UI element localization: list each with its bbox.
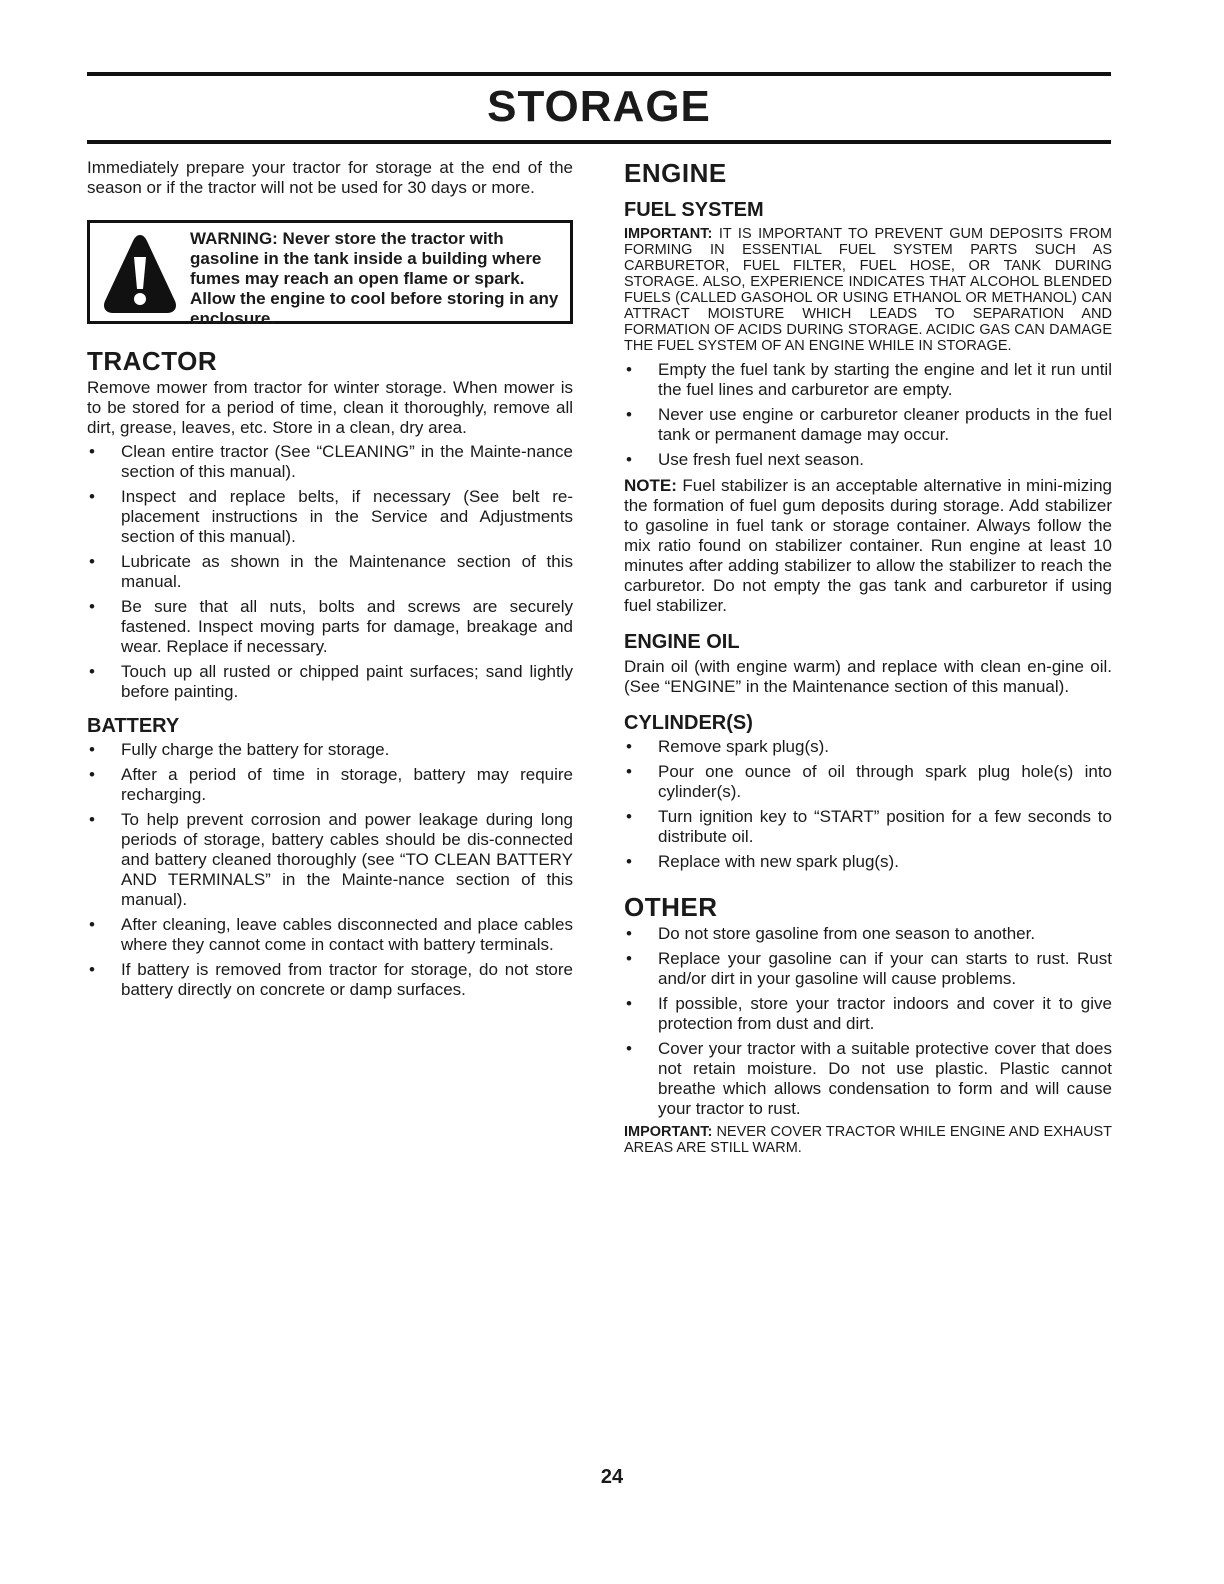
header-rule-bottom xyxy=(87,140,1111,144)
header-rule-top xyxy=(87,72,1111,76)
list-item: • Be sure that all nuts, bolts and screws are securely fastened. Inspect moving parts for damage, breakage and wear. Replace if necessary. xyxy=(89,597,573,656)
list-item: • To help prevent corrosion and power leakage during long periods of storage, battery cables should be dis-connected and battery cleaned thoroughly (see “TO CLEAN BATTERY AND TERMINALS” in the Mainte-nance section of this manual). xyxy=(89,810,573,909)
subheading-engine-oil: ENGINE OIL xyxy=(624,631,740,653)
list-item: • Touch up all rusted or chipped paint surfaces; sand lightly before painting. xyxy=(89,662,573,701)
list-item: • After a period of time in storage, battery may require recharging. xyxy=(89,765,573,804)
other-list xyxy=(624,924,1112,1119)
fuel-stabilizer-note: NOTE: Fuel stabilizer is an acceptable alternative in mini-mizing the formation of fuel gum deposits during storage. Add stabilizer to gasoline in fuel tank or storage container. Always follow the mix ratio found on stabilizer container. Run engine at least 10 minutes after adding stabilizer to allow the stabilizer to reach the carburetor. Do not empty the gas tank and carburetor if using fuel stabilizer. xyxy=(624,476,1112,615)
list-item: • Clean entire tractor (See “CLEANING” in the Mainte-nance section of this manual). xyxy=(89,442,573,481)
list-item: • Remove spark plug(s). xyxy=(626,737,830,756)
subheading-cylinders: CYLINDER(S) xyxy=(624,712,753,734)
list-item: • If battery is removed from tractor for storage, do not store battery directly on concrete or damp surfaces. xyxy=(89,960,573,999)
warning-box xyxy=(87,220,573,328)
subheading-fuel-system: FUEL SYSTEM xyxy=(624,199,764,221)
intro-paragraph: Immediately prepare your tractor for storage at the end of the season or if the tractor will not be used for 30 days or more. xyxy=(87,158,573,197)
cylinders-list xyxy=(624,737,1112,872)
fuel-system-list xyxy=(624,360,1112,470)
section-heading-tractor: TRACTOR xyxy=(87,346,218,376)
warning-triangle-icon xyxy=(102,233,178,315)
right-column xyxy=(624,158,1112,1156)
list-item: • Pour one ounce of oil through spark plug hole(s) into cylinder(s). xyxy=(626,762,1112,801)
list-item: • Never use engine or carburetor cleaner products in the fuel tank or permanent damage may occur. xyxy=(626,405,1112,444)
warning-text: WARNING: Never store the tractor with gasoline in the tank inside a building where fumes may reach an open flame or spark. Allow the engine to cool before storing in any enclosure. xyxy=(190,229,559,328)
section-heading-other: OTHER xyxy=(624,892,718,922)
list-item: • Replace with new spark plug(s). xyxy=(626,852,899,871)
section-heading-engine: ENGINE xyxy=(624,158,727,188)
list-item: • Inspect and replace belts, if necessary (See belt re-placement instructions in the Service and Adjustments section of this manual). xyxy=(89,487,573,546)
list-item: • Replace your gasoline can if your can starts to rust. Rust and/or dirt in your gasoline will cause problems. xyxy=(626,949,1112,988)
list-item: • Turn ignition key to “START” position for a few seconds to distribute oil. xyxy=(626,807,1112,846)
left-column xyxy=(87,158,573,1005)
tractor-list xyxy=(87,442,573,702)
list-item: • If possible, store your tractor indoors and cover it to give protection from dust and dirt. xyxy=(626,994,1112,1033)
list-item: • Empty the fuel tank by starting the engine and let it run until the fuel lines and carburetor are empty. xyxy=(626,360,1112,399)
page-number: 24 xyxy=(600,1466,624,1488)
page-title: STORAGE xyxy=(487,82,711,131)
list-item: • Use fresh fuel next season. xyxy=(626,450,865,469)
list-item: • Cover your tractor with a suitable protective cover that does not retain moisture. Do not use plastic. Plastic cannot breathe which allows condensation to form and will cause your tractor to rust. xyxy=(626,1039,1112,1118)
list-item: • Lubricate as shown in the Maintenance section of this manual. xyxy=(89,552,573,591)
list-item: • After cleaning, leave cables disconnected and place cables where they cannot come in contact with battery terminals. xyxy=(89,915,573,954)
fuel-important-notice: IMPORTANT: IT IS IMPORTANT TO PREVENT GUM DEPOSITS FROM FORMING IN ESSENTIAL FUEL SYSTEM PARTS SUCH AS CARBURETOR, FUEL FILTER, FUEL HOSE, OR TANK DURING STORAGE. ALSO, EXPERIENCE INDICATES THAT ALCOHOL BLENDED FUELS (CALLED GASOHOL OR USING ETHANOL OR METHANOL) CAN ATTRACT MOISTURE WHICH LEADS TO SEPARATION AND FORMATION OF ACIDS DURING STORAGE. ACIDIC GAS CAN DAMAGE THE FUEL SYSTEM OF AN ENGINE WHILE IN STORAGE. xyxy=(624,226,1112,354)
battery-list xyxy=(87,740,573,1000)
list-item: • Do not store gasoline from one season to another. xyxy=(626,924,1036,943)
list-item: • Fully charge the battery for storage. xyxy=(89,740,390,759)
tractor-paragraph: Remove mower from tractor for winter storage. When mower is to be stored for a period of time, clean it thoroughly, remove all dirt, grease, leaves, etc. Store in a clean, dry area. xyxy=(87,378,573,437)
engine-oil-paragraph: Drain oil (with engine warm) and replace with clean en-gine oil. (See “ENGINE” in the Maintenance section of this manual). xyxy=(624,657,1112,696)
section-heading-battery: BATTERY xyxy=(87,715,180,737)
other-important-notice: IMPORTANT: NEVER COVER TRACTOR WHILE ENGINE AND EXHAUST AREAS ARE STILL WARM. xyxy=(624,1124,1112,1156)
